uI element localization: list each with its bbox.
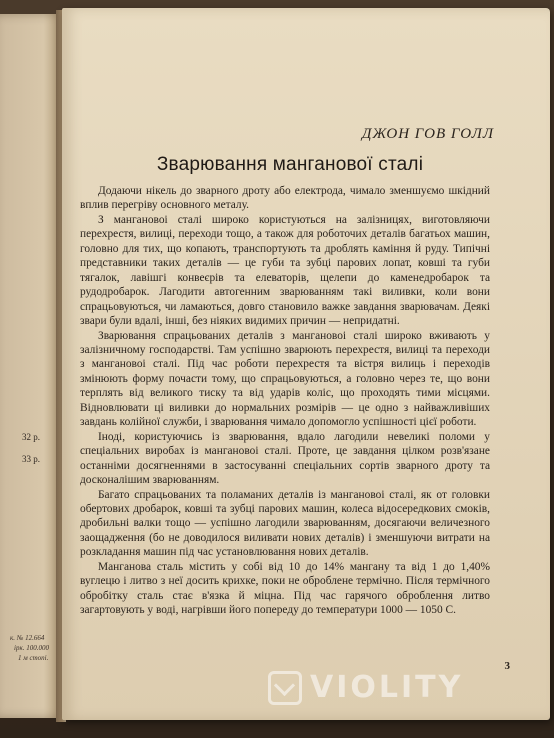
paragraph: Іноді, користуючись із зварювання, вдало лагодили невеликі поломи у спеціальних виробах із мангановоі сталі. Проте, це завдання цілком розв'язане останніми досягненнями в застосуванні спеціальних сортів зварного дроту та досконалішим зварюванням. (80, 430, 490, 487)
paragraph: З мангановоі сталі широко користуються на залізницях, виготовляючи перехрестя, вилиці, переходи тощо, а також для роботочих деталів багатьох машин, головно для тих, що копають, транспортують та дроблять каміння й руду. Типічні представники таких деталів — це губи та зубці парових лопат, ковші та губи тягалок, лавішгі конвеєрів та елеваторів, щелепи до каменедробарок та рудодробарок. Лагодити автогенним зварюванням такі виливки, коли вони спрацьовуються, чи ламаються, довго становило важке завдання зварювачам. Деякі звари були вдалі, інші, без ніяких видимих причин — непридатні. (80, 213, 490, 328)
watermark-text: VIOLITY (310, 670, 464, 705)
article-title: Зварювання манганової сталі (156, 154, 424, 175)
page-number: 3 (504, 660, 510, 672)
left-page-edge (0, 14, 62, 718)
violity-logo-icon (268, 671, 302, 705)
author-name: ДЖОН ГОВ ГОЛЛ (361, 126, 494, 142)
left-page-fragment: 32 р. (22, 432, 40, 442)
book-page (62, 8, 550, 720)
left-page-fragment: 1 м стопі. (18, 654, 49, 662)
paragraph: Манганова сталь містить у собі від 10 до 14% мангану та від 1 до 1,40% вуглецю і литво з неї досить крихке, поки не оброблене термічно. Після термічного обробітку сталь стає в'язка й міцна. Під час гарячого оброблення литво загартовують у воді, нагрівши його попереду до температури 1000 — 1050 С. (80, 560, 490, 617)
article-body (80, 184, 490, 618)
left-page-fragment: ірк. 100.000 (14, 644, 49, 652)
left-page-fragment: 33 р. (22, 454, 40, 464)
watermark (268, 670, 463, 705)
left-page-fragment: к. № 12.664 (10, 634, 45, 642)
paragraph: Багато спрацьованих та поламаних деталів із мангановоі сталі, як от головки обертових дробарок, ковші та зубці парових машин, колеса відосередкових смоків, дробильні валки тощо — успішно лагодили зварюванням, досягаючи величезного заощадження (бо не доводилося виливати нових деталів) і зменшуючи витрати на розкладання машин під час установлювання нових деталів. (80, 488, 490, 559)
paragraph: Додаючи нікель до зварного дроту або електрода, чимало зменшуємо шкідний вплив перегріву основного металу. (80, 185, 490, 212)
paragraph: Зварювання спрацьованих деталів з мангановоі сталі широко вживають у залізничному господарстві. Там успішно зварюють перехрестя, вилиці та переходи з мангановоі сталі. Під час роботи перехрестя та вістря вилиць і переходів змінюють форму почасти тому, що спрацьовуються, а головно через те, що вони терплять від великого тиску та від ударів коліс, що проходять тими місцями. Відновлювати ці виливки до нормальних розмірів — це одно з найважливіших завдань колійної служби, і зварювання чимало допомогло успішності цієї роботи. (80, 329, 490, 429)
